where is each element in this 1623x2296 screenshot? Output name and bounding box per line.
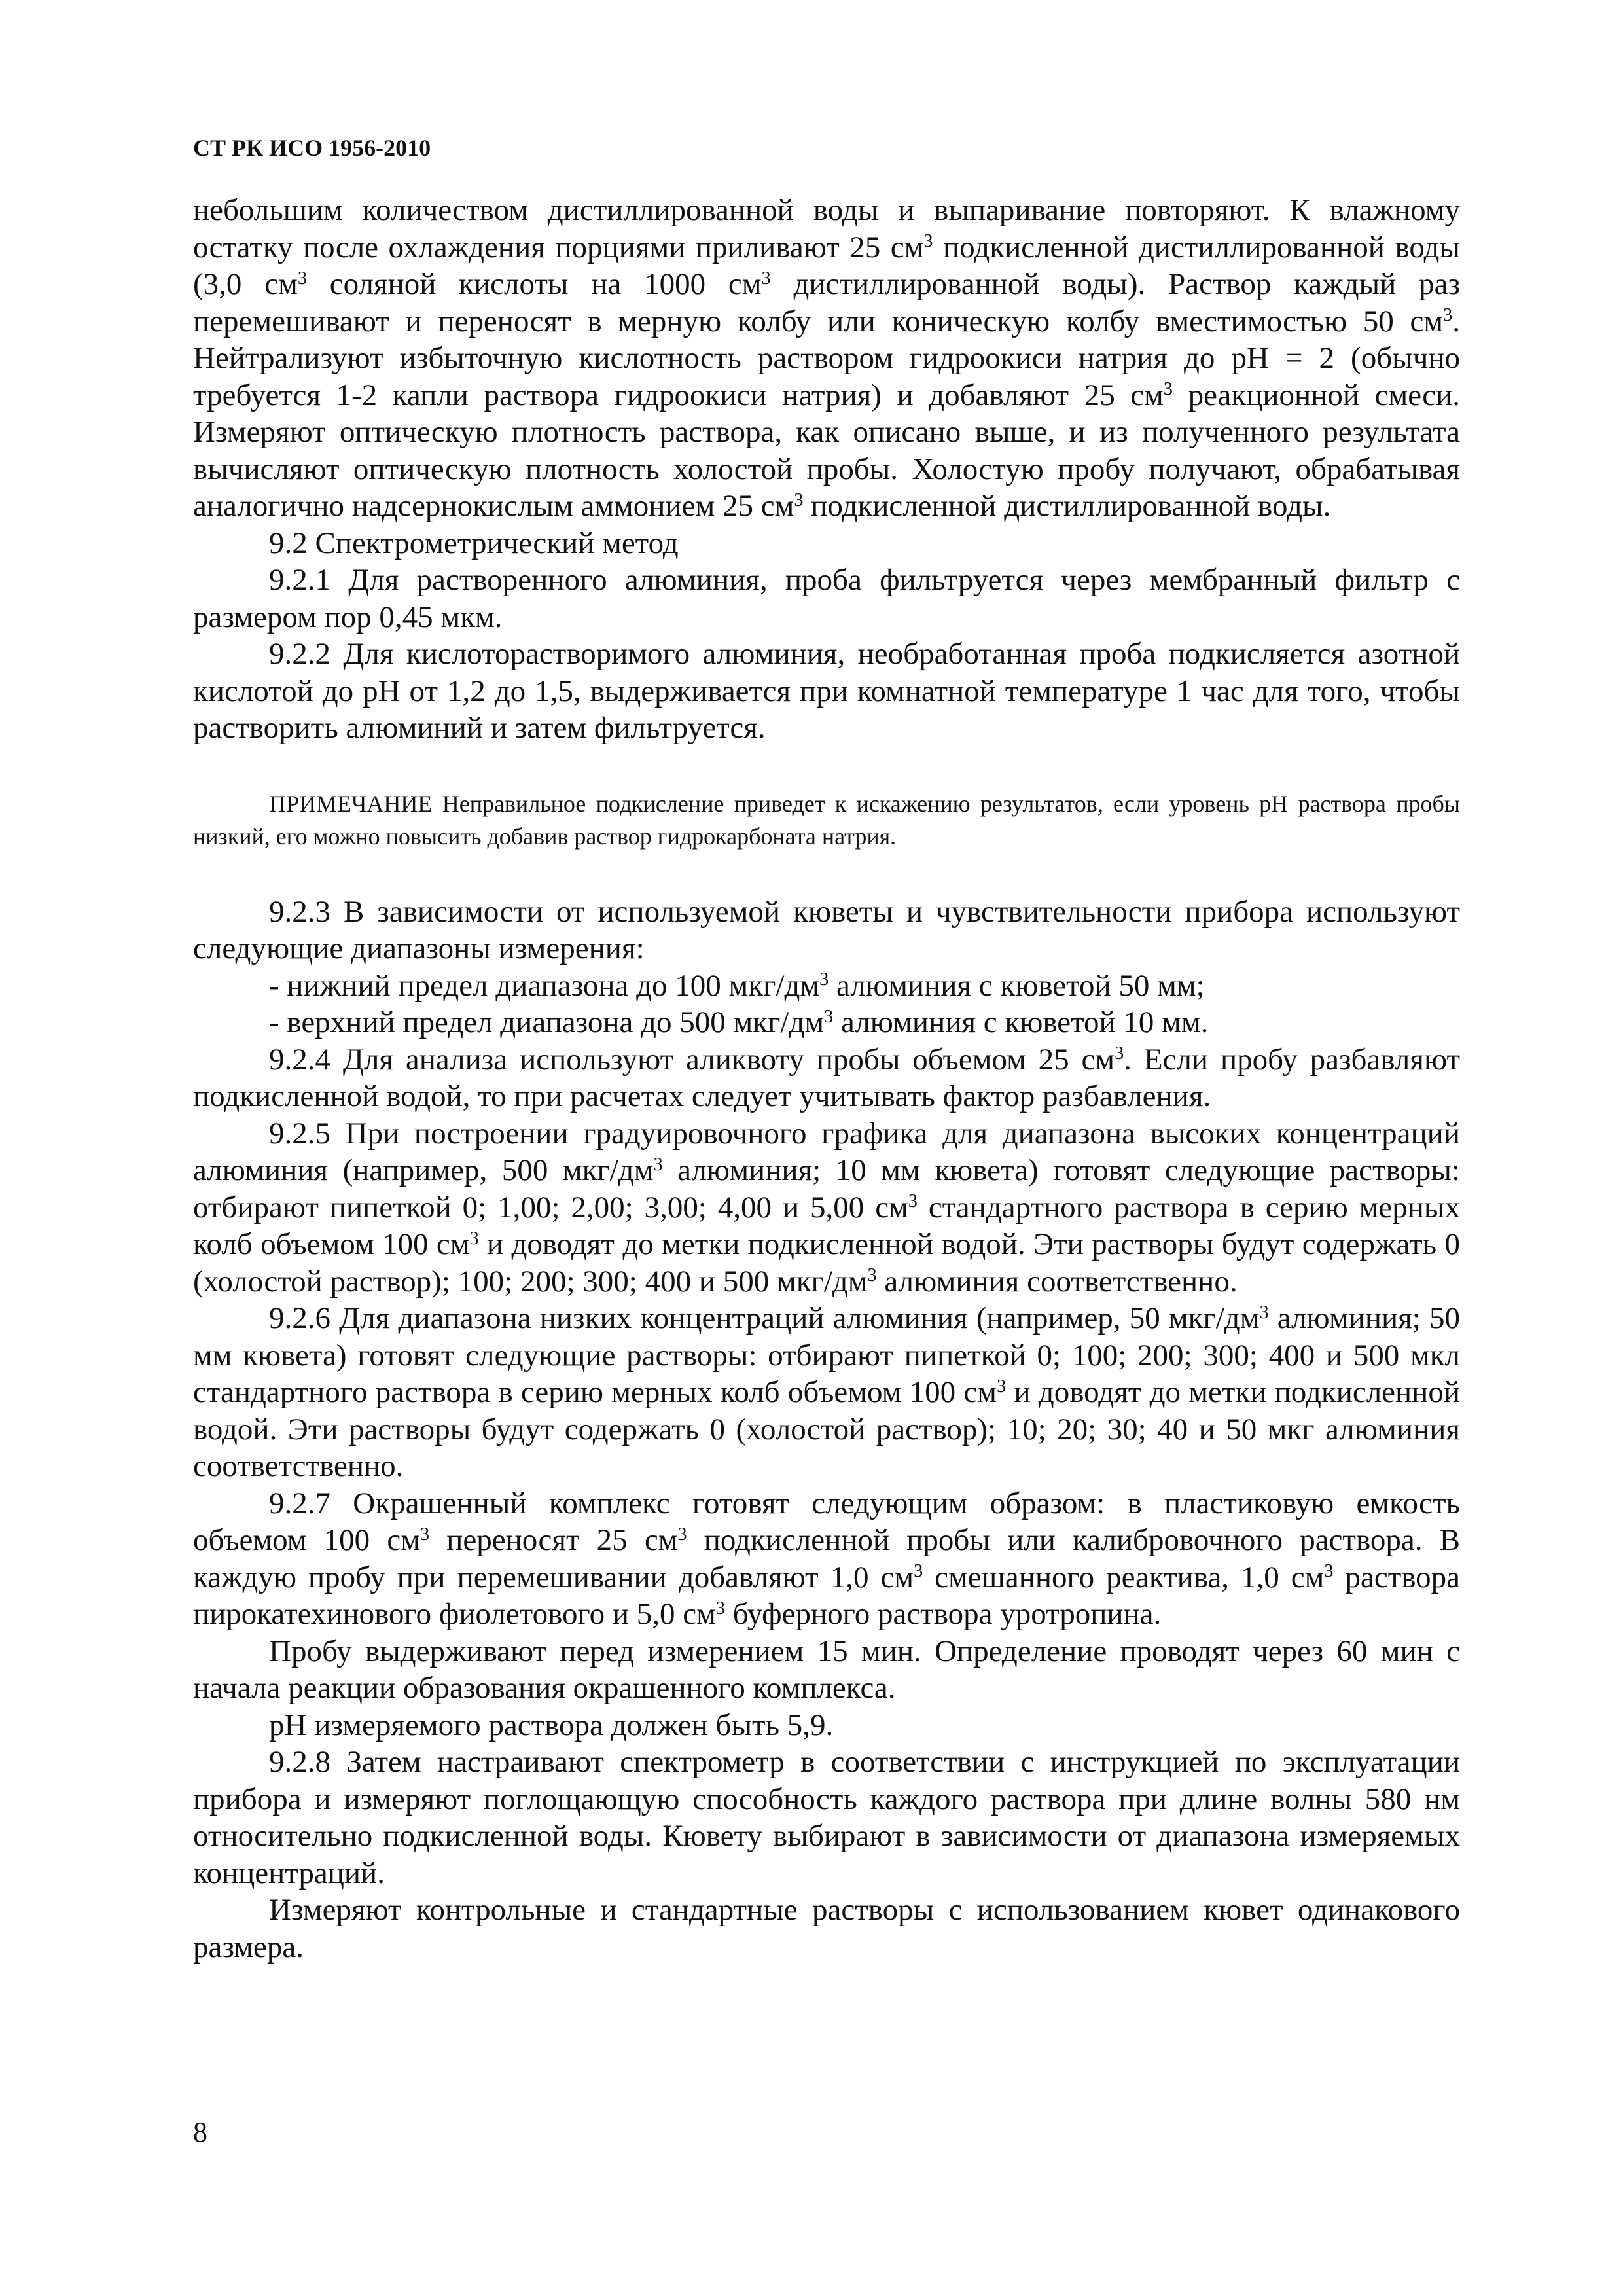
paragraph-ph-value: pH измеряемого раствора должен быть 5,9. bbox=[269, 1708, 834, 1742]
paragraph-exposure-time: Пробу выдерживают перед измерением 15 мин. Определение проводят через 60 мин с начала реакции образования окрашенного комплекса. bbox=[193, 1634, 1460, 1705]
text-segment: стандартного раствора в серию мерных колб объемом 100 см bbox=[193, 1190, 1460, 1261]
superscript-3: 3 bbox=[1259, 1302, 1269, 1323]
section-heading-9-2: 9.2 Спектрометрический метод bbox=[269, 526, 679, 560]
text-segment: - нижний предел диапазона до 100 мкг/дм bbox=[269, 968, 820, 1003]
text-segment: раствора пирокатехинового фиолетового и 5,0 см bbox=[193, 1560, 1460, 1631]
text-segment: . Нейтрализуют избыточную кислотность раствором гидроокиси натрия до pH = 2 (обычно требуется 1-2 капли раствора гидроокиси натрия) и добавляют 25 см bbox=[193, 304, 1460, 412]
superscript-3: 3 bbox=[819, 969, 829, 990]
text-segment: алюминия; 10 мм кювета) готовят следующие растворы: отбирают пипеткой 0; 1,00; 2,00; 3,00; 4,00 и 5,00 см bbox=[193, 1153, 1460, 1225]
text-segment: 9.2.5 При построении градуировочного графика для диапазона высоких концентраций алюминия (например, 500 мкг/дм bbox=[193, 1116, 1460, 1187]
superscript-3: 3 bbox=[677, 1524, 687, 1545]
text-segment: 9.2.6 Для диапазона низких концентраций алюминия (например, 50 мкг/дм bbox=[269, 1301, 1260, 1335]
text-segment: алюминия с кюветой 10 мм. bbox=[833, 1005, 1209, 1039]
text-segment: подкисленной дистиллированной воды (3,0 см bbox=[193, 230, 1460, 301]
text-segment: 9.2.4 Для анализа используют аликвоту пробы объемом 25 см bbox=[269, 1042, 1115, 1077]
page-content bbox=[193, 192, 1460, 1965]
superscript-3: 3 bbox=[923, 231, 933, 251]
text-segment: и доводят до метки подкисленной водой. Эти растворы будут содержать 0 (холостой раствор); 100; 200; 300; 400 и 500 мкг/дм bbox=[193, 1227, 1460, 1299]
paragraph-9-2-5 bbox=[193, 1115, 1460, 1300]
paragraph-9-2-8: 9.2.8 Затем настраивают спектрометр в соответствии с инструкцией по эксплуатации прибора и измеряют поглощающую способность каждого раствора при длине волны 580 нм относительно подкисленной воды. Кювету выбирают в зависимости от диапазона измеряемых концентраций. bbox=[193, 1745, 1460, 1890]
text-segment: буферного раствора уротропина. bbox=[724, 1597, 1162, 1631]
text-segment: смешанного реактива, 1,0 см bbox=[923, 1560, 1325, 1594]
superscript-3: 3 bbox=[908, 1191, 918, 1211]
superscript-3: 3 bbox=[1115, 1043, 1124, 1064]
text-segment: переносят 25 см bbox=[429, 1523, 678, 1557]
text-segment: подкисленной дистиллированной воды. bbox=[803, 489, 1331, 523]
superscript-3: 3 bbox=[761, 268, 771, 289]
superscript-3: 3 bbox=[297, 268, 307, 289]
text-segment: . Если пробу разбавляют подкисленной водой, то при расчетах следует учитывать фактор разбавления. bbox=[193, 1042, 1460, 1113]
document-code-header: СТ РК ИСО 1956-2010 bbox=[193, 135, 431, 161]
superscript-3: 3 bbox=[824, 1006, 834, 1027]
text-segment: небольшим количеством дистиллированной воды и выпаривание повторяют. К влажному остатку после охлаждения порциями приливают 25 см bbox=[193, 193, 1460, 264]
superscript-3: 3 bbox=[419, 1524, 430, 1545]
paragraph-continuation bbox=[193, 192, 1460, 525]
superscript-3: 3 bbox=[997, 1376, 1007, 1397]
superscript-3: 3 bbox=[653, 1154, 663, 1175]
paragraph-9-2-4 bbox=[193, 1041, 1460, 1115]
paragraph-measurement: Измеряют контрольные и стандартные растворы с использованием кювет одинакового размера. bbox=[193, 1893, 1460, 1964]
text-segment: алюминия; 50 мм кювета) готовят следующие растворы: отбирают пипеткой 0; 100; 200; 300; 400 и 500 мкл стандартного раствора в серию мерных колб объемом 100 см bbox=[193, 1301, 1460, 1409]
superscript-3: 3 bbox=[715, 1598, 725, 1619]
page-number: 8 bbox=[193, 2116, 207, 2148]
text-segment: алюминия соответственно. bbox=[876, 1264, 1238, 1299]
superscript-3: 3 bbox=[469, 1228, 479, 1249]
list-item-upper-limit bbox=[193, 1004, 1460, 1041]
text-segment: дистиллированной воды). Раствор каждый раз перемешивают и переносят в мерную колбу или коническую колбу вместимостью 50 см bbox=[193, 267, 1460, 338]
superscript-3: 3 bbox=[1324, 1561, 1334, 1581]
text-segment: 9.2.7 Окрашенный комплекс готовят следующим образом: в пластиковую емкость объемом 100 см bbox=[193, 1486, 1460, 1557]
superscript-3: 3 bbox=[1443, 305, 1453, 325]
paragraph-9-2-3: 9.2.3 В зависимости от используемой кюветы и чувствительности прибора используют следующие диапазоны измерения: bbox=[193, 894, 1460, 965]
text-segment: соляной кислоты на 1000 см bbox=[306, 267, 762, 301]
paragraph-9-2-6 bbox=[193, 1300, 1460, 1485]
paragraph-9-2-1: 9.2.1 Для растворенного алюминия, проба фильтруется через мембранный фильтр с размером пор 0,45 мкм. bbox=[193, 563, 1460, 634]
note-paragraph: ПРИМЕЧАНИЕ Неправильное подкисление приведет к искажению результатов, если уровень pH раствора пробы низкий, его можно повысить добавив раствор гидрокарбоната натрия. bbox=[193, 790, 1460, 850]
paragraph-9-2-7 bbox=[193, 1485, 1460, 1633]
list-item-lower-limit bbox=[193, 967, 1460, 1005]
text-segment: реакционной смеси. Измеряют оптическую плотность раствора, как описано выше, и из полученного результата вычисляют оптическую плотность холостой пробы. Холостую пробу получают, обрабатывая аналогично надсернокислым аммонием 25 см bbox=[193, 378, 1460, 523]
text-segment: и доводят до метки подкисленной водой. Эти растворы будут содержать 0 (холостой раствор); 10; 20; 30; 40 и 50 мкг алюминия соответственно. bbox=[193, 1375, 1460, 1483]
superscript-3: 3 bbox=[867, 1265, 877, 1285]
superscript-3: 3 bbox=[794, 490, 804, 511]
text-segment: подкисленной пробы или калибровочного раствора. В каждую пробу при перемешивании добавляют 1,0 см bbox=[193, 1523, 1460, 1594]
superscript-3: 3 bbox=[914, 1561, 923, 1581]
paragraph-9-2-2: 9.2.2 Для кислоторастворимого алюминия, необработанная проба подкисляется азотной кислотой до pH от 1,2 до 1,5, выдерживается при комнатной температуре 1 час для того, чтобы растворить алюминий и затем фильтруется. bbox=[193, 637, 1460, 745]
text-segment: алюминия с кюветой 50 мм; bbox=[829, 968, 1205, 1003]
text-segment: - верхний предел диапазона до 500 мкг/дм bbox=[269, 1005, 825, 1039]
superscript-3: 3 bbox=[1163, 379, 1173, 399]
